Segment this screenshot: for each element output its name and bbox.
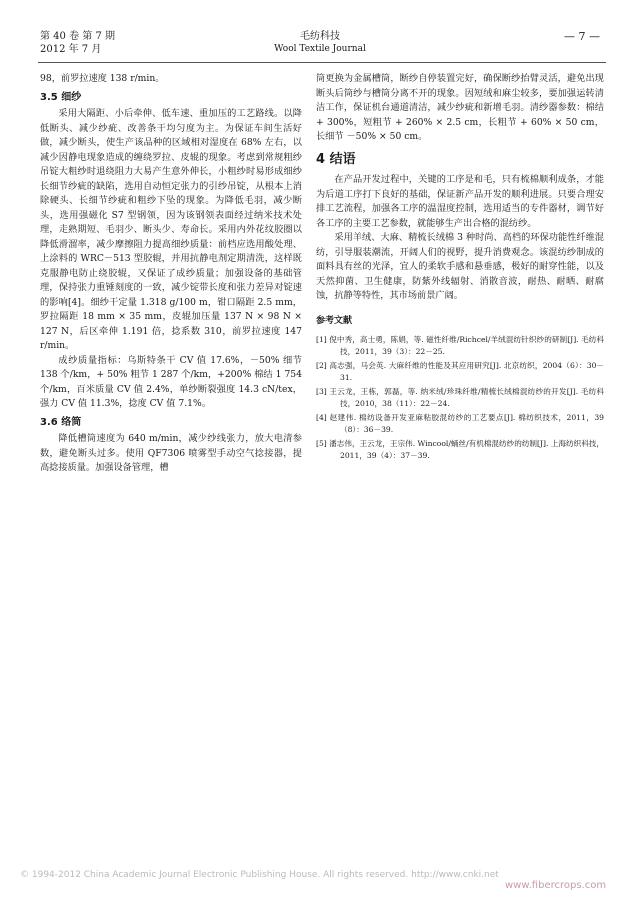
reference-item: [5] 潘志伟，王云龙，王宗伟. Wincool/蛹丝/有机棉混纺纱的纺制[J]. 上海纺织科技，2011，39（4）：37－39. (316, 439, 604, 460)
journal-title-cn: 毛纺科技 (300, 31, 340, 42)
reference-item: [2] 高志强，马会英. 大麻纤维的性能及其应用研究[J]. 北京纺织，2004（6）：30－31. (316, 361, 604, 382)
paragraph: 98，前罗拉速度 138 r/min。 (40, 73, 165, 84)
running-header-center (240, 30, 400, 56)
reference-item: [3] 王云龙，王栋，郭磊，等. 纳米绒/珍珠纤维/精梳长绒棉混纺纱的开发[J]. 毛纺科技，2010，38（11）：22－24. (316, 387, 604, 408)
header-rule (38, 62, 606, 63)
section-heading-3-6: 3.6 络筒 (40, 416, 82, 428)
reference-item: [4] 赵建伟. 棉纺设备开发亚麻粘胶混纺纱的工艺要点[J]. 棉纺织技术，2011，39（8）：36－39. (316, 413, 604, 434)
volume-issue: 第 40 卷 第 7 期 (40, 31, 115, 42)
paragraph: 采用羊绒、大麻、精梳长绒棉 3 种时尚、高档的环保功能性纤维混纺，引导服装潮流，开阔人们的视野，提升消费观念。该混纺纱制成的面料具有丝的光泽，宜人的柔软手感和悬垂感，极好的耐穿性能，以及天然抑菌、卫生健康，防紫外线辐射、消散音波，耐热、耐晒、耐腐蚀，抗静等特性，其市场前景广阔。 (316, 232, 604, 301)
section-heading-4: 4 结语 (316, 151, 356, 167)
references-title: 参考文献 (316, 315, 353, 326)
issue-date: 2012 年 7 月 (40, 44, 102, 55)
section-heading-3-5: 3.5 细纱 (40, 91, 82, 103)
copyright-footer: © 1994-2012 China Academic Journal Electronic Publishing House. All rights reserved. http://www.cnki.net (20, 870, 499, 880)
page-number: — 7 — (564, 30, 600, 43)
paragraph: 成纱质量指标：乌斯特条干 CV 值 17.6%，－50% 细节 138 个/km，+ 50% 粗节 1 287 个/km，+200% 棉结 1 754 个/km，百米质量 CV 值 2.4%，单纱断裂强度 14.3 cN/tex，强力 CV 值 11.3%，捻度 CV 值 7.1%。 (40, 354, 302, 409)
reference-item: [1] 倪中秀，高士勇，陈娟，等. 磁性纤维/Richcel/羊绒混纺针织纱的研制[J]. 毛纺科技，2011，39（3）：22－25. (316, 335, 604, 356)
paragraph: 降低槽筒速度为 640 m/min，减少纱线张力，放大电清参数，避免断头过多。使用 QF7306 喷雾型手动空气捻接器，提高捻接质量。加强设备管理，槽 (40, 433, 302, 473)
paragraph: 采用大隔距、小后牵伸、低车速、重加压的工艺路线。以降低断头、减少纱疵、改善条干均匀度为主。为保证车间生活好做，减少断头，使生产该品种的区域相对湿度在 68% 左右，以减少因静电现象造成的缠绕罗拉、皮辊的现象。考虑到常规粗纱吊锭大粗纱时退绕阻力大易产生意外伸长，小粗纱时易形成细纱长细节纱疵的缺陷，选用自动恒定张力的引纱吊锭，从根本上消除硬头、长细节纱疵和粗纱下坠的现象。为降低毛羽，减少断头，选用强磁化 S7 型钢领，因为该钢领表面经过纳米技术处理，走熟期短、毛羽少、断头少、寿命长。采用内外花纹胶圈以降低滑溜率，减少摩擦阻力提高细纱质量：前档应选用酸处理、上涂料的 WRC－513 型胶辊，并用抗静电剂定期清洗，这样既克服静电防止绕胶辊，又保证了成纱质量；加强设备的基础管理，保持张力重锤刻度的一致，减少锭带长度和张力差异对锭速的影响[4]。细纱干定量 1.318 g/100 m，钳口隔距 2.5 mm，罗拉隔距 18 mm × 35 mm，皮辊加压量 137 N × 98 N × 127 N，后区牵伸 1.191 倍，捻系数 310，前罗拉速度 147 r/min。 (40, 108, 302, 351)
watermark: www.fibercrops.com (505, 880, 607, 891)
journal-title-en: Wool Textile Journal (274, 44, 366, 54)
running-header-left (40, 30, 190, 56)
paragraph: 在产品开发过程中，关键的工序是和毛，只有梳棉顺利成条，才能为后道工序打下良好的基础，保证新产品开发的顺利进展。只要合理安排工艺流程，加强各工序的温湿度控制，选用适当的专件器材，调节好各工序的主要工艺参数，就能够生产出合格的混纺纱。 (316, 174, 604, 229)
right-column (316, 72, 604, 464)
paragraph: 筒更换为金属槽筒，断纱自停装置完好，确保断纱抬臂灵活，避免出现断头后筒纱与槽筒分离不开的现象。因短绒和麻尘较多，要加强运转清洁工作，保证机台通道清洁，减少纱疵和新增毛羽。清纱器参数：棉结 + 300%，短粗节 + 260% × 2.5 cm，长粗节 + 60% × 50 cm，长细节 －50% × 50 cm。 (316, 73, 604, 142)
left-column (40, 72, 302, 476)
